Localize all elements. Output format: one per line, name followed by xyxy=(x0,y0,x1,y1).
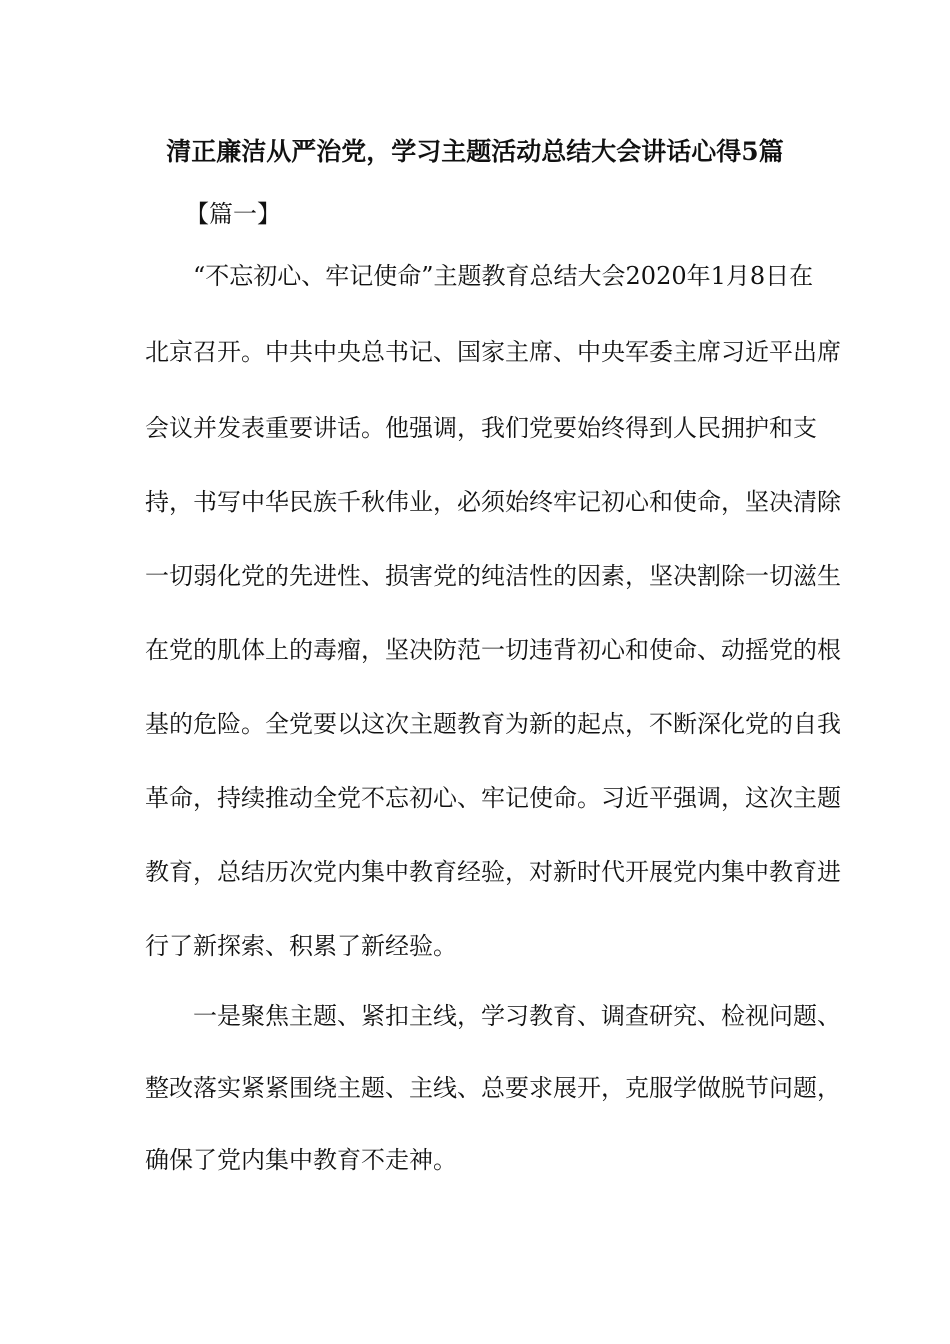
section-label: 【篇一】 xyxy=(185,200,281,228)
paragraph-1-line-10: 行了新探索、积累了新经验。 xyxy=(145,932,457,960)
paragraph-2-line-3: 确保了党内集中教育不走神。 xyxy=(145,1146,457,1174)
paragraph-1-line-2: 北京召开。中共中央总书记、国家主席、中央军委主席习近平出席 xyxy=(145,338,841,366)
document-title: 清正廉洁从严治党，学习主题活动总结大会讲话心得5篇 xyxy=(166,137,784,166)
paragraph-1-line-7: 基的危险。全党要以这次主题教育为新的起点，不断深化党的自我 xyxy=(145,710,841,738)
paragraph-1-line-5: 一切弱化党的先进性、损害党的纯洁性的因素，坚决割除一切滋生 xyxy=(145,562,841,590)
paragraph-1-line-3: 会议并发表重要讲话。他强调，我们党要始终得到人民拥护和支 xyxy=(145,414,817,442)
paragraph-1-line-4: 持，书写中华民族千秋伟业，必须始终牢记初心和使命，坚决清除 xyxy=(145,488,841,516)
paragraph-2-line-2: 整改落实紧紧围绕主题、主线、总要求展开，克服学做脱节问题， xyxy=(145,1074,841,1102)
paragraph-1-line-8: 革命，持续推动全党不忘初心、牢记使命。习近平强调，这次主题 xyxy=(145,784,841,812)
paragraph-1-line-1: “不忘初心、牢记使命”主题教育总结大会2020年1月8日在 xyxy=(193,262,814,290)
paragraph-1-line-9: 教育，总结历次党内集中教育经验，对新时代开展党内集中教育进 xyxy=(145,858,841,886)
paragraph-2-line-1: 一是聚焦主题、紧扣主线，学习教育、调查研究、检视问题、 xyxy=(193,1002,841,1030)
paragraph-1-line-6: 在党的肌体上的毒瘤，坚决防范一切违背初心和使命、动摇党的根 xyxy=(145,636,841,664)
